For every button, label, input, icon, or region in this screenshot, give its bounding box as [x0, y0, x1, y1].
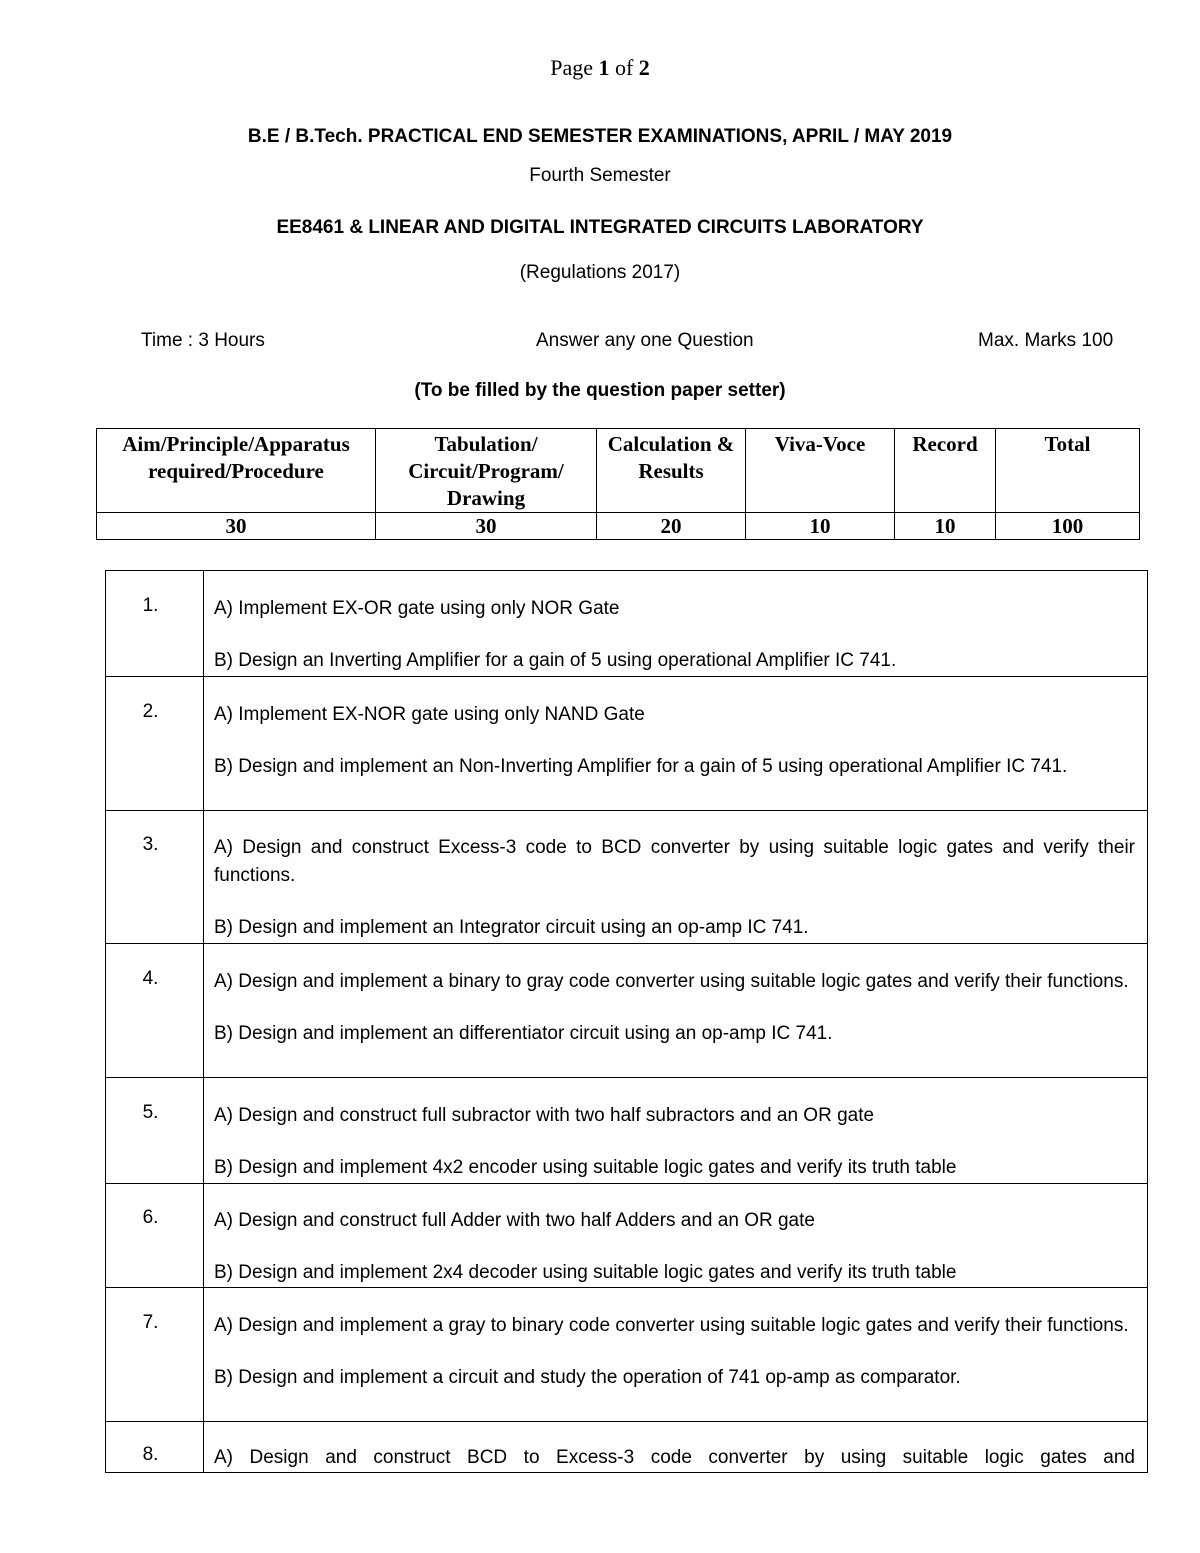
marks-header-row [97, 429, 1140, 513]
question-text [204, 1184, 1148, 1288]
question-part-a: A) Design and implement a binary to gray code converter using suitable logic gates and verify their functions. [214, 971, 1129, 992]
question-row [106, 944, 1148, 1078]
question-number: 4. [106, 944, 204, 1078]
question-text [204, 571, 1148, 677]
marks-value: 30 [97, 513, 376, 540]
exam-duration: Time : 3 Hours [141, 330, 265, 351]
question-part-b: B) Design and implement 4x2 encoder using suitable logic gates and verify its truth table [214, 1157, 957, 1178]
question-number: 6. [106, 1184, 204, 1288]
question-text [204, 811, 1148, 944]
page-of: of [614, 55, 634, 80]
question-text [204, 1422, 1148, 1473]
question-part-b: B) Design and implement 2x4 decoder using suitable logic gates and verify its truth table [214, 1262, 957, 1283]
question-text [204, 1078, 1148, 1184]
question-row [106, 1184, 1148, 1288]
question-part-a: A) Design and construct full Adder with two half Adders and an OR gate [214, 1210, 815, 1231]
marks-value-row [97, 513, 1140, 540]
question-number: 5. [106, 1078, 204, 1184]
exam-title: B.E / B.Tech. PRACTICAL END SEMESTER EXAMINATIONS, APRIL / MAY 2019 [247, 126, 953, 147]
question-number: 7. [106, 1288, 204, 1422]
regulations: (Regulations 2017) [519, 262, 681, 283]
question-row [106, 677, 1148, 811]
setter-note: (To be filled by the question paper setter) [414, 380, 786, 401]
course-title: EE8461 & LINEAR AND DIGITAL INTEGRATED CIRCUITS LABORATORY [276, 217, 924, 238]
question-number: 8. [106, 1422, 204, 1473]
question-part-b: B) Design and implement a circuit and study the operation of 741 op-amp as comparator. [214, 1367, 961, 1388]
question-text [204, 677, 1148, 811]
question-number: 2. [106, 677, 204, 811]
marks-header: Record [895, 429, 996, 513]
marks-distribution-table [96, 428, 1140, 540]
marks-value: 100 [996, 513, 1140, 540]
marks-header: Viva-Voce [746, 429, 895, 513]
question-row [106, 571, 1148, 677]
max-marks: Max. Marks 100 [978, 330, 1114, 351]
question-part-a: A) Design and construct Excess-3 code to BCD converter by using suitable logic gates and verify their functions. [214, 837, 1135, 886]
semester: Fourth Semester [529, 165, 671, 186]
question-text [204, 1288, 1148, 1422]
question-part-b: B) Design and implement an Non-Inverting Amplifier for a gain of 5 using operational Amplifier IC 741. [214, 756, 1068, 777]
question-part-b: B) Design an Inverting Amplifier for a gain of 5 using operational Amplifier IC 741. [214, 650, 897, 671]
question-row [106, 811, 1148, 944]
question-row [106, 1422, 1148, 1473]
page-label: Page [550, 55, 593, 80]
question-part-a: A) Design and implement a gray to binary code converter using suitable logic gates and verify their functions. [214, 1315, 1129, 1336]
marks-header: Calculation & Results [597, 429, 746, 513]
question-text [204, 944, 1148, 1078]
question-part-a: A) Implement EX-NOR gate using only NAND Gate [214, 704, 645, 725]
question-part-b: B) Design and implement an differentiator circuit using an op-amp IC 741. [214, 1023, 833, 1044]
current-page: 1 [598, 55, 610, 80]
question-number: 3. [106, 811, 204, 944]
question-part-a: A) Design and construct BCD to Excess-3 code converter by using suitable logic gates and [214, 1447, 1135, 1468]
question-row [106, 1078, 1148, 1184]
marks-header: Aim/Principle/Apparatus required/Procedure [97, 429, 376, 513]
question-number: 1. [106, 571, 204, 677]
question-row [106, 1288, 1148, 1422]
page-number [0, 55, 1200, 81]
marks-value: 10 [895, 513, 996, 540]
marks-value: 20 [597, 513, 746, 540]
question-part-b: B) Design and implement an Integrator circuit using an op-amp IC 741. [214, 917, 809, 938]
questions-table [105, 570, 1148, 1473]
marks-value: 10 [746, 513, 895, 540]
question-part-a: A) Design and construct full subractor with two half subractors and an OR gate [214, 1105, 875, 1126]
exam-instruction: Answer any one Question [536, 330, 754, 351]
question-part-a: A) Implement EX-OR gate using only NOR Gate [214, 598, 620, 619]
marks-header: Tabulation/ Circuit/Program/ Drawing [376, 429, 597, 513]
marks-value: 30 [376, 513, 597, 540]
total-pages: 2 [638, 55, 650, 80]
marks-header: Total [996, 429, 1140, 513]
